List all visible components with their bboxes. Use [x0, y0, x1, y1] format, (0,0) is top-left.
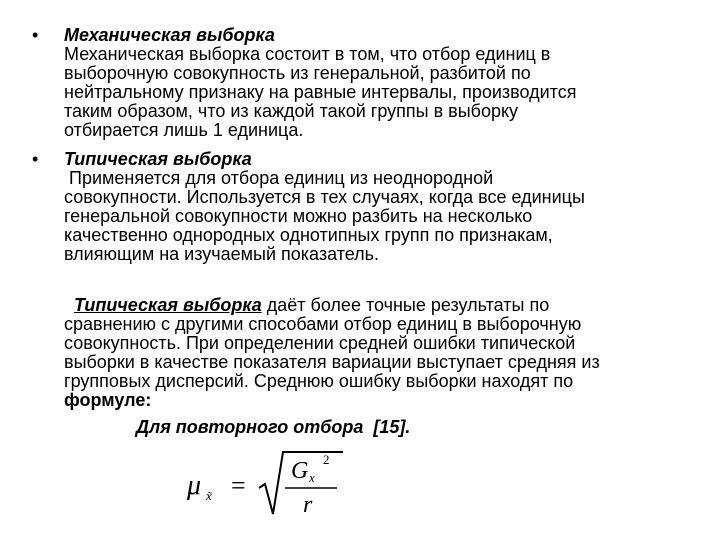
- section-typical-line: качественно однородных однотипных групп по признакам,: [64, 225, 553, 245]
- paragraph-line: групповых дисперсий. Среднюю ошибку выборки находят по: [64, 371, 574, 391]
- section-typical-line: совокупности. Используется в тех случаях, когда все единицы: [64, 187, 585, 207]
- section-typical-line: генеральной совокупности можно разбить на несколько: [64, 206, 533, 226]
- paragraph-first-line: [64, 296, 704, 315]
- section-typical-line: Применяется для отбора единиц из неоднородной: [64, 168, 494, 188]
- formula-numerator-subscript: x: [309, 470, 315, 485]
- section-mechanical-line: отбирается лишь 1 единица.: [64, 120, 304, 140]
- bullet-2: •: [32, 149, 39, 169]
- section-mechanical-line: таким образом, что из каждой такой группы в выборку: [64, 101, 519, 121]
- error-formula: [185, 450, 355, 525]
- section-typical-title: Типическая выборка: [64, 149, 252, 169]
- formula-denominator: r: [303, 492, 313, 518]
- section-mechanical-line: выборочную совокупность из генеральной, разбитой по: [64, 63, 531, 83]
- formula-numerator: G: [291, 458, 309, 484]
- formula-svg: [185, 450, 355, 520]
- paragraph-lead-term: Типическая выборка: [74, 295, 262, 315]
- paragraph-line: выборки в качестве показателя вариации выступает средняя из: [64, 352, 600, 372]
- paragraph-first-line-rest: даёт более точные результаты по: [261, 295, 550, 315]
- formula-equals: =: [231, 471, 246, 500]
- repeat-selection-caption: Для повторного отбора [15].: [136, 417, 411, 437]
- section-typical-line: влияющим на изучаемый показатель.: [64, 244, 380, 264]
- section-mechanical-line: нейтральному признаку на равные интервалы, производится: [64, 82, 577, 102]
- paragraph-line: совокупность. При определении средней ошибки типической: [64, 333, 576, 353]
- bullet-1: •: [32, 25, 39, 45]
- section-mechanical-line: Механическая выборка состоит в том, что отбор единиц в: [64, 44, 551, 64]
- section-typical: [64, 150, 704, 264]
- formula-numerator-superscript: 2: [323, 452, 330, 467]
- section-mechanical-title: Механическая выборка: [64, 25, 275, 45]
- paragraph-line: сравнению с другими способами отбор единиц в выборочную: [64, 314, 582, 334]
- formula-mu: μ: [187, 470, 202, 501]
- paragraph-formula-word: формуле:: [64, 390, 152, 410]
- section-mechanical: [64, 26, 704, 140]
- formula-mu-subscript: x̃: [206, 488, 212, 503]
- typical-paragraph: [64, 296, 704, 410]
